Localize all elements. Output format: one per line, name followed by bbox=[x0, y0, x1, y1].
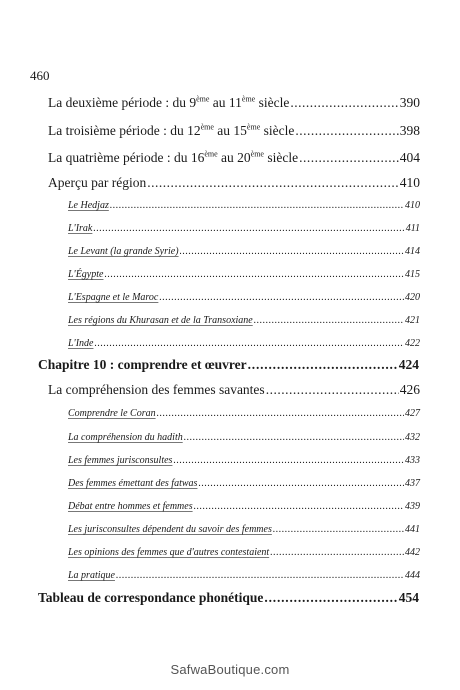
toc-entry-label: Les jurisconsultes dépendent du savoir des femmes bbox=[68, 524, 272, 535]
toc-subentry[interactable] bbox=[68, 223, 420, 234]
toc-entry-label: Les régions du Khurasan et de la Transoxiane bbox=[68, 315, 253, 326]
toc-entry-quatrieme-periode[interactable] bbox=[48, 150, 420, 166]
toc-entry-label: La compréhension du hadith bbox=[68, 432, 183, 443]
leader-dots bbox=[273, 524, 404, 535]
leader-dots bbox=[266, 382, 399, 398]
site-watermark: SafwaBoutique.com bbox=[170, 662, 290, 677]
toc-entry-label: Aperçu par région bbox=[48, 175, 147, 190]
toc-entry-page: 433 bbox=[405, 455, 420, 466]
toc-subentry[interactable] bbox=[68, 338, 420, 349]
toc-entry-label: Des femmes émettant des fatwas bbox=[68, 478, 198, 489]
toc-entry-label: Débat entre hommes et femmes bbox=[68, 501, 193, 512]
toc-subentry[interactable] bbox=[68, 315, 420, 326]
toc-subentry[interactable] bbox=[68, 524, 420, 535]
toc-entry-label: L'Espagne et le Maroc bbox=[68, 292, 159, 303]
leader-dots bbox=[159, 292, 404, 303]
leader-dots bbox=[104, 269, 404, 280]
toc-entry-label: L'Inde bbox=[68, 338, 94, 349]
toc-entry-page: 420 bbox=[405, 292, 420, 303]
toc-subentry[interactable] bbox=[68, 408, 420, 419]
leader-dots bbox=[254, 315, 404, 326]
toc-entry-page: 437 bbox=[405, 478, 420, 489]
leader-dots bbox=[180, 246, 404, 257]
leader-dots bbox=[264, 590, 397, 606]
toc-entry-label: La troisième période : du 12ème au 15ème siècle bbox=[48, 122, 295, 138]
leader-dots bbox=[290, 95, 398, 111]
toc-entry-label: La pratique bbox=[68, 570, 115, 581]
leader-dots bbox=[295, 123, 398, 139]
toc-entry-page: 442 bbox=[405, 547, 420, 558]
toc-entry-label: Comprendre le Coran bbox=[68, 408, 156, 419]
toc-entry-page: 439 bbox=[405, 501, 420, 512]
toc-entry-page: 390 bbox=[399, 95, 420, 110]
toc-entry-page: 427 bbox=[405, 408, 420, 419]
toc-entry-page: 411 bbox=[405, 223, 420, 234]
leader-dots bbox=[299, 150, 399, 166]
toc-entry-label: Le Levant (la grande Syrie) bbox=[68, 246, 179, 257]
toc-subentry[interactable] bbox=[68, 246, 420, 257]
leader-dots bbox=[157, 408, 404, 419]
toc-entry-label: Les opinions des femmes que d'autres contestaient bbox=[68, 547, 270, 558]
leader-dots bbox=[110, 200, 404, 211]
toc-entry-page: 426 bbox=[399, 382, 420, 397]
toc-subentry[interactable] bbox=[68, 292, 420, 303]
leader-dots bbox=[198, 478, 404, 489]
toc-entry-page: 424 bbox=[398, 357, 419, 372]
toc-subentry[interactable] bbox=[68, 570, 420, 581]
toc-subentry[interactable] bbox=[68, 547, 420, 558]
leader-dots bbox=[270, 547, 404, 558]
toc-entry-page: 432 bbox=[405, 432, 420, 443]
toc-entry-label: La quatrième période : du 16ème au 20ème siècle bbox=[48, 149, 299, 165]
toc-entry-label: L'Égypte bbox=[68, 269, 104, 280]
page-number: 460 bbox=[30, 68, 50, 83]
toc-subentry[interactable] bbox=[68, 200, 420, 211]
toc-entry-page: 404 bbox=[399, 150, 420, 165]
leader-dots bbox=[93, 223, 404, 234]
leader-dots bbox=[173, 455, 404, 466]
toc-entry-comprehension[interactable] bbox=[48, 382, 420, 398]
toc-entry-apercu-region[interactable] bbox=[48, 175, 420, 191]
leader-dots bbox=[94, 338, 404, 349]
toc-entry-label: La deuxième période : du 9ème au 11ème siècle bbox=[48, 94, 290, 110]
leader-dots bbox=[194, 501, 404, 512]
toc-entry-label: Le Hedjaz bbox=[68, 200, 109, 211]
leader-dots bbox=[116, 570, 404, 581]
toc-subentry[interactable] bbox=[68, 478, 420, 489]
leader-dots bbox=[248, 357, 398, 373]
toc-entry-page: 410 bbox=[405, 200, 420, 211]
toc-entry-page: 422 bbox=[405, 338, 420, 349]
toc-subentry[interactable] bbox=[68, 501, 420, 512]
toc-entry-page: 415 bbox=[405, 269, 420, 280]
leader-dots bbox=[184, 432, 404, 443]
toc-entry-page: 398 bbox=[399, 123, 420, 138]
toc-entry-page: 414 bbox=[405, 246, 420, 257]
toc-entry-chapitre-10[interactable] bbox=[38, 357, 419, 373]
toc-subentry[interactable] bbox=[68, 455, 420, 466]
toc-entry-page: 441 bbox=[405, 524, 420, 535]
toc-entry-label: L'Irak bbox=[68, 223, 93, 234]
toc-entry-label: La compréhension des femmes savantes bbox=[48, 382, 265, 397]
toc-entry-label: Les femmes jurisconsultes bbox=[68, 455, 173, 466]
toc-entry-deuxieme-periode[interactable] bbox=[48, 95, 420, 111]
toc-subentry[interactable] bbox=[68, 269, 420, 280]
toc-entry-page: 454 bbox=[398, 590, 419, 605]
toc-entry-page: 444 bbox=[405, 570, 420, 581]
toc-entry-troisieme-periode[interactable] bbox=[48, 123, 420, 139]
toc-entry-page: 410 bbox=[399, 175, 420, 190]
toc-entry-page: 421 bbox=[405, 315, 420, 326]
toc-entry-tableau[interactable] bbox=[38, 590, 419, 606]
toc-subentry[interactable] bbox=[68, 432, 420, 443]
leader-dots bbox=[147, 175, 399, 191]
toc-entry-label: Chapitre 10 : comprendre et œuvrer bbox=[38, 357, 247, 372]
toc-entry-label: Tableau de correspondance phonétique bbox=[38, 590, 264, 605]
